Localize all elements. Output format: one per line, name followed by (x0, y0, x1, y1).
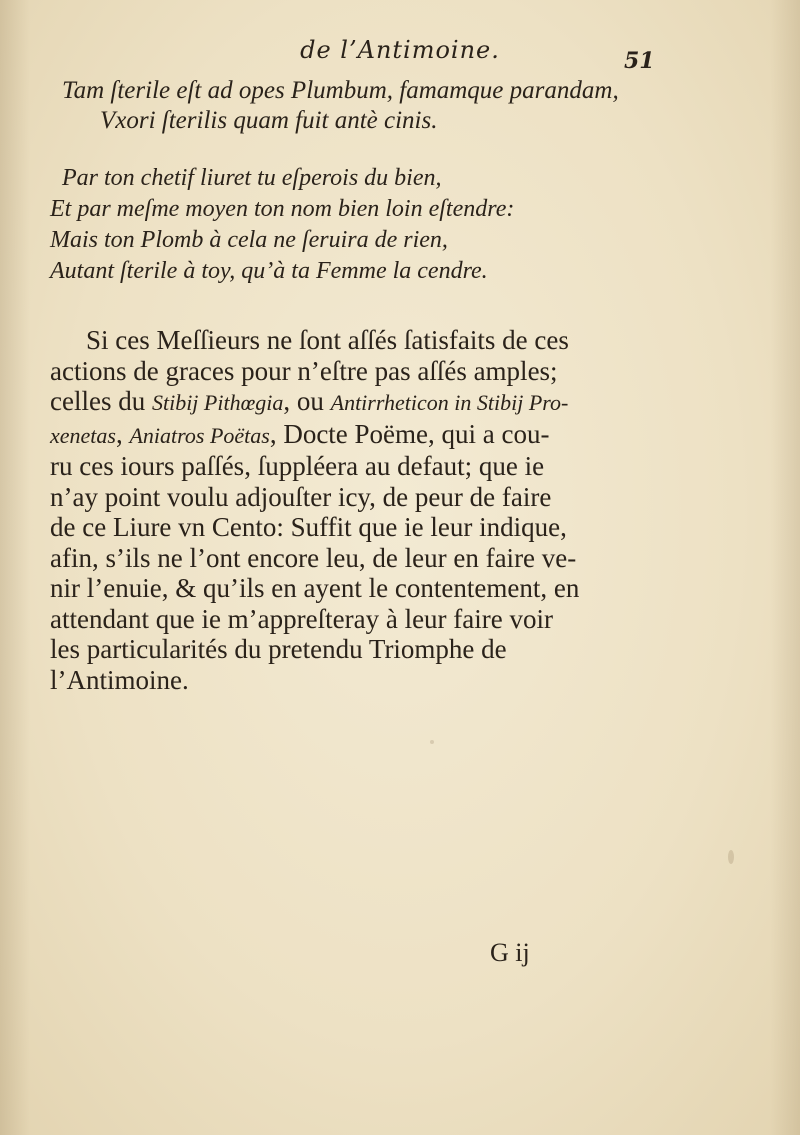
paragraph-line (50, 419, 660, 452)
page-edge-shadow-left (0, 0, 30, 1135)
book-title-italic: Antirrheticon in Stibij Pro- (330, 390, 569, 415)
signature-mark: G ij (490, 938, 530, 967)
paragraph-line: attendant que ie m’appreſteray à leur faire voir (50, 603, 553, 634)
page-number: 51 (624, 48, 655, 74)
paragraph-line: l’Antimoine. (50, 664, 189, 695)
poem-line: Mais ton Plomb à cela ne ſeruira de rien, (50, 227, 448, 253)
latin-couplet (62, 76, 682, 136)
paragraph-line: ru ces iours paſſés, ſuppléera au defaut; que ie (50, 451, 545, 481)
text-run: , ou (283, 386, 331, 416)
running-title: de l’Antimoine. (300, 36, 500, 64)
body-paragraph (50, 325, 660, 695)
text-run: , (115, 418, 130, 449)
paragraph-line: nir l’enuie, & qu’ils en ayent le contentement, en (50, 573, 580, 603)
poem-line: Autant ſterile à toy, qu’à ta Femme la cendre. (50, 258, 488, 284)
paragraph-line: actions de graces pour n’eſtre pas aſſés amples; (50, 355, 558, 386)
latin-line: Tam ſterile eſt ad opes Plumbum, famamque parandam, (62, 77, 619, 104)
text-run: celles du (50, 386, 152, 416)
paragraph-line: afin, s’ils ne l’ont encore leu, de leur en faire ve- (50, 542, 577, 573)
book-title-italic: Aniatros Poëtas (129, 422, 270, 448)
poem-line: Et par meſme moyen ton nom bien loin eſtendre: (50, 196, 515, 222)
french-quatrain (50, 163, 650, 287)
ink-spot (728, 850, 734, 864)
book-title-italic: xenetas (50, 422, 116, 448)
paragraph-line: les particularités du pretendu Triomphe de (50, 634, 507, 664)
poem-line: Par ton chetif liuret tu eſperois du bien, (62, 165, 442, 191)
paragraph-line: de ce Liure vn Cento: Suffit que ie leur indique, (50, 512, 567, 542)
book-title-italic: Stibij Pithœgia (151, 390, 284, 415)
ink-spot (430, 740, 434, 744)
paragraph-line (50, 386, 660, 419)
text-run: , Docte Poëme, qui a cou- (269, 418, 550, 449)
latin-line: Vxori ſterilis quam fuit antè cinis. (100, 107, 438, 134)
page-edge-shadow-right (770, 0, 800, 1135)
paragraph-line: Si ces Meſſieurs ne ſont aſſés ſatisfaits de ces (86, 325, 569, 355)
paragraph-line: n’ay point voulu adjouſter icy, de peur de faire (50, 481, 552, 512)
